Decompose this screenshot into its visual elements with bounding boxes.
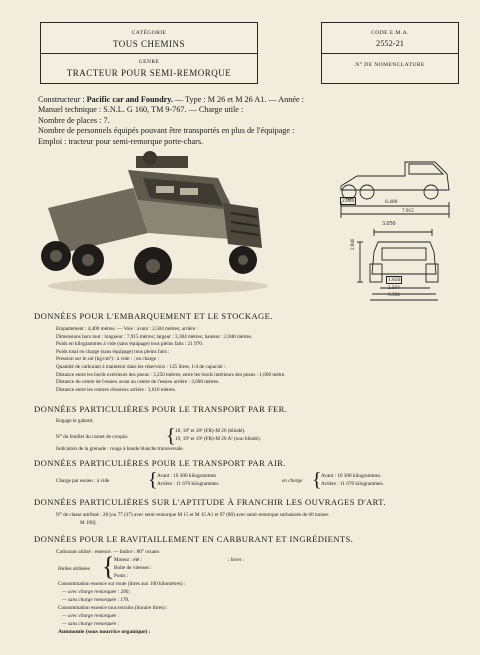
constructor-name: Pacific car and Foundry. (86, 95, 173, 104)
fer-croquis-a: 18, 18ª et 18ᵇ (FR)-M 26 (blindé). (175, 428, 246, 434)
genre-label: GENRE (138, 59, 160, 65)
oil-ponts: Ponts : (114, 573, 129, 579)
front-view-diagram (352, 228, 456, 302)
front-width-b: 3.304 (388, 292, 400, 298)
constructor-label: Constructeur : (38, 95, 87, 104)
category-box (40, 22, 258, 84)
seats-line: Nombre de places : 7. (38, 115, 110, 125)
oil-moteur: Moteur : été : (114, 557, 143, 563)
air-charge-en-charge: en charge (282, 478, 303, 484)
manual-line: Manuel technique : S.N.L. G 160, TM 9-767. — Charge utile : (38, 105, 244, 115)
fer-croquis-label: N° du feuillet du carnet de croquis (56, 434, 128, 440)
ouvrages-line: M 100]. (80, 519, 97, 526)
air-charge-label: Charge par essieu : à vide (56, 478, 110, 484)
section-fer-body (56, 418, 94, 426)
category-value: TOUS CHEMINS (112, 39, 186, 49)
front-track-dim: 1.650 (388, 277, 401, 283)
section-ouvrages-body (56, 512, 328, 527)
embarquement-line: Poids en kilogrammes à vide (sans équipage) tous pleins faits : 21 970. (56, 341, 204, 348)
conso-terrain: Consommation essence tous terrains (horaire litres) : (58, 605, 168, 611)
embarquement-line: Dimensions hors tout : longueur : 7,915 mètres; largeur : 3,304 mètres; hauteur : 2,840 mètres. (56, 333, 253, 340)
air-vide-arriere: Arrière : 11 670 kilogrammes (157, 481, 219, 487)
vehicle-photo (38, 148, 268, 298)
code-value: 2552-21 (376, 39, 404, 48)
embarquement-line: Empattement : 4,400 mètres. — Voie : avant : 2,504 mètres; arrière : (56, 326, 198, 332)
oils-label: Huiles utilisées (58, 566, 90, 572)
code-box (321, 22, 459, 84)
embarquement-line: Distance entre les centres d'essieux arrière : 3,610 mètres. (56, 386, 176, 393)
oil-boite: Boîte de vitesses : (114, 565, 152, 571)
terrain-sans: — sans charge remorquée : (62, 621, 120, 627)
conso-route: Consommation essence sur route (litres aux 100 kilomètres) : (58, 581, 186, 587)
autonomie: Autonomie (sous nourrice organique) : (58, 629, 151, 635)
route-sans: — sans charge remorquée : 170. (62, 597, 130, 603)
fuel-line: Carburant utilisé : essence. — Indice : 80° octane. (56, 549, 161, 555)
embarquement-line: Pression sur le sol (kg/cm²) : à vide : ; en charge : (56, 356, 159, 363)
type-year: — Type : M 26 et M 26 A1. — Année : (172, 95, 304, 104)
section-ravitaillement-title: DONNÉES POUR LE RAVITAILLEMENT EN CARBURANT ET INGRÉDIENTS. (34, 534, 354, 544)
ouvrages-line: N° de classe attribué : 28 [ou 77 (37) avec semi-remorque M 15 et M 15 A1 et 97 (80) avec semi-remorque surbaissée de 60 tonnes (56, 512, 329, 518)
section-embarquement-body (56, 326, 285, 394)
air-charge-avant: Avant : 10 300 kilogrammes. (321, 473, 382, 479)
section-air-title: DONNÉES PARTICULIÈRES POUR LE TRANSPORT PAR AIR. (34, 458, 286, 468)
fer-brace: { (166, 425, 176, 447)
air-brace-charge: { (312, 469, 322, 491)
route-avec: — avec charge remorquée : 200; (62, 589, 131, 595)
embarquement-line: Poids total en charge (sans équipage) tous pleins faits : (56, 348, 170, 355)
section-ouvrages-title: DONNÉES PARTICULIÈRES SUR L'APTITUDE À FRANCHIR LES OUVRAGES D'ART. (34, 497, 386, 507)
terrain-avec: — avec charge remorquée : (62, 613, 120, 619)
nomenclature-label: N° DE NOMENCLATURE (355, 62, 425, 68)
section-embarquement-title: DONNÉES POUR L'EMBARQUEMENT ET LE STOCKAGE. (34, 311, 273, 321)
personnel-line: Nombre de personnels équipés pouvant être transportés en plus de l'équipage : (38, 126, 295, 136)
code-label: CODE E.M.A. (371, 30, 409, 36)
fer-line: Engage le gabarit. (56, 418, 94, 424)
vehicle-intro (38, 95, 458, 147)
front-width-a: 2.504 (388, 285, 400, 291)
air-brace-vide: { (148, 469, 158, 491)
genre-value: TRACTEUR POUR SEMI-REMORQUE (66, 68, 232, 78)
fer-croquis-b: 19, 19ª et 19ᵇ (FR)-M 26 A¹ (non blindé). (175, 436, 261, 442)
front-height-dim: 2.840 (351, 238, 356, 250)
oil-hiver: ; hiver : (228, 557, 245, 563)
usage-line: Emploi : tracteur pour semi-remorque porte-chars. (38, 136, 204, 146)
air-vide-avant: Avant : 10 300 kilogrammes (157, 473, 216, 479)
side-overall-dim: 7.915 (402, 208, 414, 214)
side-length-dim: 6.400 (385, 199, 398, 205)
fer-grenade: Indication de la grenade : rouge à bande blanche transversale. (56, 446, 184, 452)
embarquement-line: Distance entre les bords extérieurs des pneus : 3,250 mètres; entre les bords intérieurs des pneus : 1,600 mètre. (56, 371, 286, 378)
section-fer-title: DONNÉES PARTICULIÈRES POUR LE TRANSPORT PAR FER. (34, 404, 288, 414)
embarquement-line: Quantité de carburant à maintenir dans les réservoirs : 125 litres, 1/4 de capacité : (56, 363, 226, 370)
side-front-dim: 2.840 (342, 198, 355, 204)
front-top-dim: 3.050 (382, 221, 396, 227)
air-charge-arriere: Arrière : 11 670 kilogrammes. (321, 481, 384, 487)
embarquement-line: Distance du centre de l'essieu avant au centre de l'essieu arrière : 3,600 mètres. (56, 379, 220, 386)
oils-brace: { (102, 552, 115, 581)
side-view-diagram (335, 148, 455, 220)
category-label: CATÉGORIE (131, 30, 167, 36)
